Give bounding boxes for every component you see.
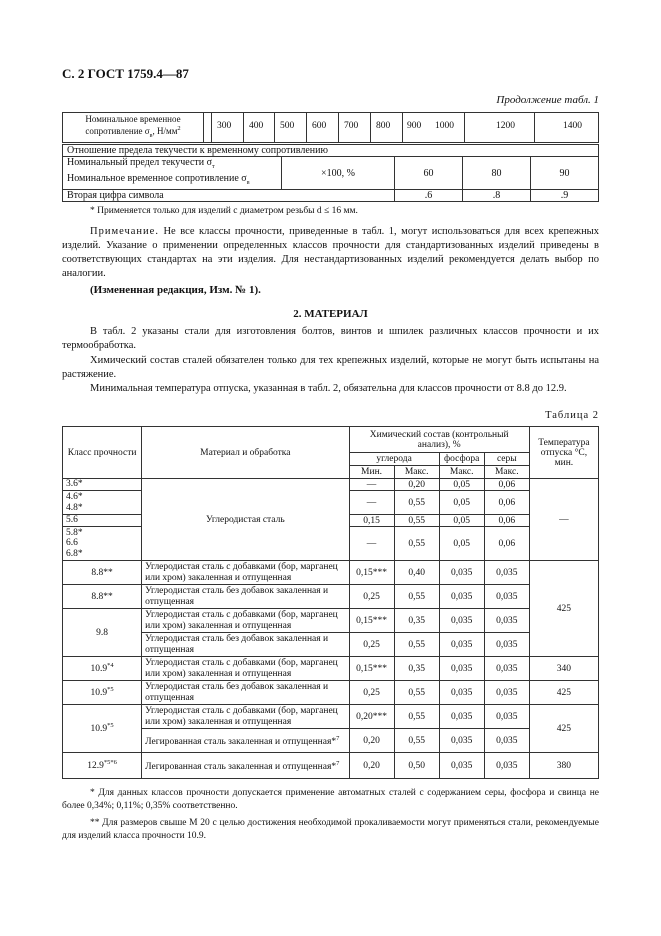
ratio-title: Отношение предела текучести к временному сопротивлению xyxy=(63,145,599,157)
material-cell: Углеродистая сталь с добавками (бор, марганец или хром) закаленная и отпущенная xyxy=(142,609,349,633)
material-cell: Легированная сталь закаленная и отпущенная*$^7$ xyxy=(142,729,349,753)
s-max: 0,035 xyxy=(484,657,529,681)
header-max: Макс. xyxy=(394,466,439,479)
amendment: (Измененная редакция, Изм. № 1). xyxy=(90,284,261,296)
c-min: 0,15*** xyxy=(349,561,394,585)
material-cell: Углеродистая сталь без добавок закаленная и отпущенная xyxy=(142,681,349,705)
c-max: 0,55 xyxy=(394,705,439,729)
c-max: 0,50 xyxy=(394,753,439,779)
p-max: 0,035 xyxy=(439,561,484,585)
class-cell: 3.6* xyxy=(63,479,142,491)
class-cell: 8.8** xyxy=(63,585,142,609)
ratio-value: 60 xyxy=(395,157,463,190)
material-cell: Углеродистая сталь без добавок закаленная и отпущенная xyxy=(142,585,349,609)
yield-line: Номинальный предел текучести $\sigma_т$ xyxy=(63,157,282,174)
c-max: 0,20 xyxy=(394,479,439,491)
scale-value: 300 xyxy=(217,121,232,131)
paragraph: В табл. 2 указаны стали для изготовления болтов, винтов и шпилек различных классов прочности и их термообработка. xyxy=(62,326,599,351)
page-header: С. 2 ГОСТ 1759.4—87 xyxy=(62,66,189,81)
table-continuation-label: Продолжение табл. 1 xyxy=(496,94,599,106)
header-min: Мин. xyxy=(349,466,394,479)
class-cell: 9.8 xyxy=(63,609,142,657)
scale-value: 400 xyxy=(249,121,264,131)
second-digit-value: .8 xyxy=(463,190,531,202)
c-min: — xyxy=(349,479,394,491)
p-max: 0,035 xyxy=(439,657,484,681)
class-cell: 10.9$^{*4}$ xyxy=(63,657,142,681)
scale-value: 600 xyxy=(312,121,327,131)
c-min: 0,25 xyxy=(349,585,394,609)
temp-cell: 425 xyxy=(529,561,598,657)
p-max: 0,05 xyxy=(439,515,484,527)
p-max: 0,05 xyxy=(439,491,484,515)
table1-footnote: * Применяется только для изделий с диаметром резьбы d ≤ 16 мм. xyxy=(90,206,358,216)
p-max: 0,035 xyxy=(439,729,484,753)
paragraph: Минимальная температура отпуска, указанная в табл. 2, обязательна для классов прочности от 8.8 до 12.9. xyxy=(90,383,567,394)
s-max: 0,035 xyxy=(484,609,529,633)
s-max: 0,035 xyxy=(484,705,529,729)
header-carbon: углерода xyxy=(349,453,439,466)
c-max: 0,55 xyxy=(394,585,439,609)
tensile-label: Номинальное временное сопротивление $\sigma_в$, $Н/мм^2$ xyxy=(63,113,204,143)
footnote-rule xyxy=(90,201,140,202)
second-digit-value: .6 xyxy=(395,190,463,202)
c-max: 0,40 xyxy=(394,561,439,585)
p-max: 0,035 xyxy=(439,681,484,705)
c-min: — xyxy=(349,491,394,515)
scale-value: 800 xyxy=(376,121,391,131)
table-2-label: Таблица 2 xyxy=(545,410,599,421)
section-title: 2. МАТЕРИАЛ xyxy=(293,308,368,320)
p-max: 0,035 xyxy=(439,633,484,657)
header-sulfur: серы xyxy=(484,453,529,466)
c-min: — xyxy=(349,527,394,561)
s-max: 0,035 xyxy=(484,681,529,705)
c-max: 0,55 xyxy=(394,729,439,753)
p-max: 0,035 xyxy=(439,705,484,729)
temp-cell: 380 xyxy=(529,753,598,779)
s-max: 0,035 xyxy=(484,633,529,657)
s-max: 0,06 xyxy=(484,515,529,527)
class-cell: 10.9$^{*5}$ xyxy=(63,705,142,753)
s-max: 0,035 xyxy=(484,585,529,609)
table-1-ratio xyxy=(62,144,599,202)
temp-cell: 425 xyxy=(529,681,598,705)
c-max: 0,55 xyxy=(394,527,439,561)
scale-value: 1400 xyxy=(563,121,582,131)
c-min: 0,15*** xyxy=(349,609,394,633)
class-cell: 10.9$^{*5}$ xyxy=(63,681,142,705)
s-max: 0,06 xyxy=(484,479,529,491)
second-digit-label: Вторая цифра символа xyxy=(63,190,395,202)
header-chem: Химический состав (контрольный анализ), % xyxy=(349,427,529,453)
c-max: 0,55 xyxy=(394,491,439,515)
header-phos: фосфора xyxy=(439,453,484,466)
table-2 xyxy=(62,426,599,779)
c-max: 0,55 xyxy=(394,515,439,527)
p-max: 0,05 xyxy=(439,479,484,491)
c-min: 0,15*** xyxy=(349,657,394,681)
s-max: 0,035 xyxy=(484,729,529,753)
class-cell: 8.8** xyxy=(63,561,142,585)
ratio-value: 90 xyxy=(531,157,599,190)
c-min: 0,20 xyxy=(349,729,394,753)
header-max: Макс. xyxy=(439,466,484,479)
temp-cell: — xyxy=(529,479,598,561)
p-max: 0,035 xyxy=(439,585,484,609)
c-min: 0,20*** xyxy=(349,705,394,729)
p-max: 0,035 xyxy=(439,753,484,779)
header-temp: Температура отпуска °С, мин. xyxy=(529,427,598,479)
multiplier: ×100, % xyxy=(282,157,395,190)
second-digit-value: .9 xyxy=(531,190,599,202)
s-max: 0,035 xyxy=(484,753,529,779)
c-min: 0,15 xyxy=(349,515,394,527)
material-cell: Углеродистая сталь с добавками (бор, марганец или хром) закаленная и отпущенная xyxy=(142,705,349,729)
p-max: 0,05 xyxy=(439,527,484,561)
c-max: 0,55 xyxy=(394,633,439,657)
temp-cell: 425 xyxy=(529,705,598,753)
scale-value: 500 xyxy=(280,121,295,131)
scale-value: 700 xyxy=(344,121,359,131)
class-cell: 5.6 xyxy=(63,515,142,527)
scale-value: 900 xyxy=(407,121,422,131)
ratio-value: 80 xyxy=(463,157,531,190)
material-cell: Углеродистая сталь с добавками (бор, марганец или хром) закаленная и отпущенная xyxy=(142,561,349,585)
s-max: 0,035 xyxy=(484,561,529,585)
tensile-scale xyxy=(204,113,599,143)
header-material: Материал и обработка xyxy=(142,427,349,479)
c-max: 0,35 xyxy=(394,657,439,681)
material-cell: Легированная сталь закаленная и отпущенная*$^7$ xyxy=(142,753,349,779)
header-class: Класс прочности xyxy=(63,427,142,479)
table-1 xyxy=(62,112,599,143)
p-max: 0,035 xyxy=(439,609,484,633)
material-cell: Углеродистая сталь xyxy=(142,479,349,561)
footnote: ** Для размеров свыше М 20 с целью достижения необходимой прокаливаемости могут применяться стали, рекомендуемые для изделий класса прочности 10.9. xyxy=(62,818,599,841)
c-min: 0,20 xyxy=(349,753,394,779)
header-max: Макс. xyxy=(484,466,529,479)
note-paragraph: Примечание. Не все классы прочности, приведенные в табл. 1, могут использоваться для всех крепежных изделий. Указание о применении определенных классов прочности для стандартизованных изделий приведены в соответствующих стандартах на эти изделия. Для нестандартизованных изделий рекомендуется делать выбор по аналогии. xyxy=(62,226,599,279)
class-cell: 5.8* 6.6 6.8* xyxy=(63,527,142,561)
ts-line: Номинальное временное сопротивление $\sigma_в$ xyxy=(63,173,282,190)
temp-cell: 340 xyxy=(529,657,598,681)
class-cell: $12.9^{*5*6}$ xyxy=(63,753,142,779)
c-min: 0,25 xyxy=(349,633,394,657)
paragraph: Химический состав сталей обязателен только для тех крепежных изделий, которые не могут быть испытаны на растяжение. xyxy=(62,355,599,380)
footnote: * Для данных классов прочности допускается применение автоматных сталей с содержанием серы, фосфора и свинца не более 0,34%; 0,11%; 0,35% соответственно. xyxy=(62,788,599,811)
s-max: 0,06 xyxy=(484,527,529,561)
scale-value: 1000 xyxy=(435,121,454,131)
material-cell: Углеродистая сталь без добавок закаленная и отпущенная xyxy=(142,633,349,657)
s-max: 0,06 xyxy=(484,491,529,515)
c-max: 0,55 xyxy=(394,681,439,705)
scale-value: 1200 xyxy=(496,121,515,131)
c-max: 0,35 xyxy=(394,609,439,633)
class-cell: 4.6* 4.8* xyxy=(63,491,142,515)
material-cell: Углеродистая сталь с добавками (бор, марганец или хром) закаленная и отпущенная xyxy=(142,657,349,681)
c-min: 0,25 xyxy=(349,681,394,705)
